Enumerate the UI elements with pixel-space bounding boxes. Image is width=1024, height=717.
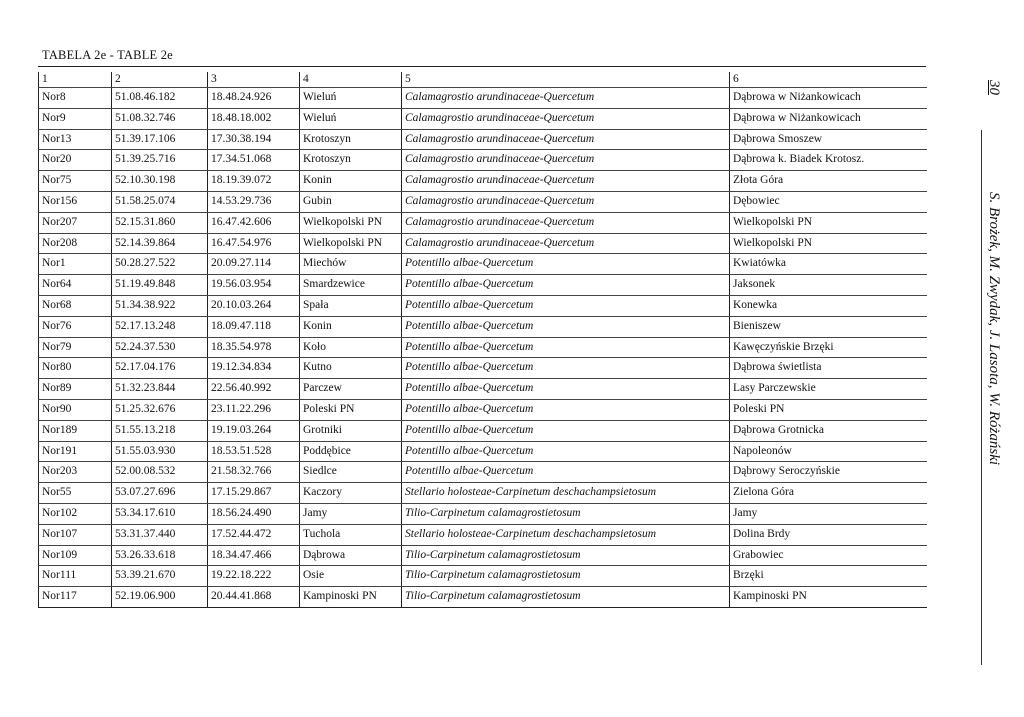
longitude-cell: 21.58.32.766 bbox=[208, 462, 300, 483]
plot-id-cell: Nor64 bbox=[39, 275, 112, 296]
table-caption: TABELA 2e - TABLE 2e bbox=[42, 48, 173, 62]
column-header: 6 bbox=[730, 72, 927, 88]
location-cell: Dąbrowa w Niżankowicach bbox=[730, 108, 927, 129]
column-header: 3 bbox=[208, 72, 300, 88]
association-cell: Potentillo albae-Quercetum bbox=[402, 399, 730, 420]
latitude-cell: 51.55.03.930 bbox=[112, 441, 208, 462]
location-cell: Złota Góra bbox=[730, 171, 927, 192]
longitude-cell: 20.09.27.114 bbox=[208, 254, 300, 275]
plot-id-cell: Nor107 bbox=[39, 524, 112, 545]
location-cell: Konewka bbox=[730, 295, 927, 316]
association-cell: Potentillo albae-Quercetum bbox=[402, 254, 730, 275]
table-row bbox=[39, 212, 927, 233]
location-cell: Jamy bbox=[730, 503, 927, 524]
association-cell: Calamagrostio arundinaceae-Quercetum bbox=[402, 150, 730, 171]
latitude-cell: 52.15.31.860 bbox=[112, 212, 208, 233]
district-cell: Jamy bbox=[300, 503, 402, 524]
column-header: 4 bbox=[300, 72, 402, 88]
association-cell: Stellario holosteae-Carpinetum deschachampsietosum bbox=[402, 524, 730, 545]
plot-id-cell: Nor90 bbox=[39, 399, 112, 420]
district-cell: Krotoszyn bbox=[300, 150, 402, 171]
plot-id-cell: Nor208 bbox=[39, 233, 112, 254]
district-cell: Tuchola bbox=[300, 524, 402, 545]
latitude-cell: 51.58.25.074 bbox=[112, 191, 208, 212]
district-cell: Kaczory bbox=[300, 483, 402, 504]
location-cell: Dąbrowa k. Biadek Krotosz. bbox=[730, 150, 927, 171]
latitude-cell: 53.31.37.440 bbox=[112, 524, 208, 545]
association-cell: Tilio-Carpinetum calamagrostietosum bbox=[402, 587, 730, 608]
latitude-cell: 51.55.13.218 bbox=[112, 420, 208, 441]
table-row bbox=[39, 441, 927, 462]
longitude-cell: 18.48.24.926 bbox=[208, 88, 300, 109]
location-cell: Bieniszew bbox=[730, 316, 927, 337]
plot-id-cell: Nor76 bbox=[39, 316, 112, 337]
district-cell: Wieluń bbox=[300, 108, 402, 129]
table-row bbox=[39, 462, 927, 483]
location-cell: Kampinoski PN bbox=[730, 587, 927, 608]
latitude-cell: 51.25.32.676 bbox=[112, 399, 208, 420]
location-cell: Lasy Parczewskie bbox=[730, 379, 927, 400]
column-header-row bbox=[39, 72, 927, 88]
table-row bbox=[39, 587, 927, 608]
plot-id-cell: Nor111 bbox=[39, 566, 112, 587]
location-cell: Dębowiec bbox=[730, 191, 927, 212]
association-cell: Calamagrostio arundinaceae-Quercetum bbox=[402, 191, 730, 212]
plot-id-cell: Nor207 bbox=[39, 212, 112, 233]
location-cell: Zielona Góra bbox=[730, 483, 927, 504]
plot-id-cell: Nor75 bbox=[39, 171, 112, 192]
plot-id-cell: Nor203 bbox=[39, 462, 112, 483]
association-cell: Calamagrostio arundinaceae-Quercetum bbox=[402, 108, 730, 129]
latitude-cell: 51.08.32.746 bbox=[112, 108, 208, 129]
association-cell: Potentillo albae-Quercetum bbox=[402, 379, 730, 400]
location-cell: Kwiatówka bbox=[730, 254, 927, 275]
latitude-cell: 52.10.30.198 bbox=[112, 171, 208, 192]
latitude-cell: 52.00.08.532 bbox=[112, 462, 208, 483]
association-cell: Potentillo albae-Quercetum bbox=[402, 462, 730, 483]
longitude-cell: 22.56.40.992 bbox=[208, 379, 300, 400]
table-row bbox=[39, 108, 927, 129]
latitude-cell: 51.39.25.716 bbox=[112, 150, 208, 171]
table-row bbox=[39, 275, 927, 296]
plot-id-cell: Nor20 bbox=[39, 150, 112, 171]
latitude-cell: 52.17.04.176 bbox=[112, 358, 208, 379]
district-cell: Wielkopolski PN bbox=[300, 212, 402, 233]
column-header: 2 bbox=[112, 72, 208, 88]
district-cell: Miechów bbox=[300, 254, 402, 275]
longitude-cell: 23.11.22.296 bbox=[208, 399, 300, 420]
association-cell: Potentillo albae-Quercetum bbox=[402, 275, 730, 296]
association-cell: Calamagrostio arundinaceae-Quercetum bbox=[402, 171, 730, 192]
district-cell: Wielkopolski PN bbox=[300, 233, 402, 254]
table-row bbox=[39, 316, 927, 337]
association-cell: Tilio-Carpinetum calamagrostietosum bbox=[402, 503, 730, 524]
district-cell: Konin bbox=[300, 171, 402, 192]
district-cell: Poddębice bbox=[300, 441, 402, 462]
association-cell: Calamagrostio arundinaceae-Quercetum bbox=[402, 129, 730, 150]
table-row bbox=[39, 483, 927, 504]
plot-id-cell: Nor117 bbox=[39, 587, 112, 608]
location-cell: Dąbrowa Smoszew bbox=[730, 129, 927, 150]
association-cell: Potentillo albae-Quercetum bbox=[402, 316, 730, 337]
longitude-cell: 18.34.47.466 bbox=[208, 545, 300, 566]
location-cell: Wielkopolski PN bbox=[730, 233, 927, 254]
authors-line: S. Brożek, M. Zwydak, J. Lasota, W. Różański bbox=[986, 192, 1002, 466]
plot-id-cell: Nor191 bbox=[39, 441, 112, 462]
column-header: 5 bbox=[402, 72, 730, 88]
association-cell: Potentillo albae-Quercetum bbox=[402, 420, 730, 441]
latitude-cell: 53.34.17.610 bbox=[112, 503, 208, 524]
association-cell: Calamagrostio arundinaceae-Quercetum bbox=[402, 88, 730, 109]
location-cell: Dąbrowa w Niżankowicach bbox=[730, 88, 927, 109]
district-cell: Koło bbox=[300, 337, 402, 358]
longitude-cell: 20.44.41.868 bbox=[208, 587, 300, 608]
latitude-cell: 50.28.27.522 bbox=[112, 254, 208, 275]
longitude-cell: 18.48.18.002 bbox=[208, 108, 300, 129]
plot-id-cell: Nor13 bbox=[39, 129, 112, 150]
plot-id-cell: Nor1 bbox=[39, 254, 112, 275]
table-row bbox=[39, 150, 927, 171]
location-cell: Brzęki bbox=[730, 566, 927, 587]
district-cell: Parczew bbox=[300, 379, 402, 400]
header-rule bbox=[38, 66, 926, 67]
longitude-cell: 17.30.38.194 bbox=[208, 129, 300, 150]
association-cell: Tilio-Carpinetum calamagrostietosum bbox=[402, 545, 730, 566]
latitude-cell: 53.26.33.618 bbox=[112, 545, 208, 566]
latitude-cell: 51.32.23.844 bbox=[112, 379, 208, 400]
location-cell: Napoleonów bbox=[730, 441, 927, 462]
district-cell: Kutno bbox=[300, 358, 402, 379]
longitude-cell: 19.22.18.222 bbox=[208, 566, 300, 587]
location-cell: Kawęczyńskie Brzęki bbox=[730, 337, 927, 358]
plot-id-cell: Nor189 bbox=[39, 420, 112, 441]
latitude-cell: 51.34.38.922 bbox=[112, 295, 208, 316]
longitude-cell: 17.52.44.472 bbox=[208, 524, 300, 545]
table-row bbox=[39, 524, 927, 545]
running-header bbox=[985, 80, 1002, 466]
table-row bbox=[39, 233, 927, 254]
table-row bbox=[39, 129, 927, 150]
latitude-cell: 52.19.06.900 bbox=[112, 587, 208, 608]
plot-id-cell: Nor55 bbox=[39, 483, 112, 504]
longitude-cell: 20.10.03.264 bbox=[208, 295, 300, 316]
longitude-cell: 18.09.47.118 bbox=[208, 316, 300, 337]
table-row bbox=[39, 254, 927, 275]
district-cell: Kampinoski PN bbox=[300, 587, 402, 608]
association-cell: Calamagrostio arundinaceae-Quercetum bbox=[402, 212, 730, 233]
table-row bbox=[39, 379, 927, 400]
association-cell: Potentillo albae-Quercetum bbox=[402, 295, 730, 316]
plot-id-cell: Nor8 bbox=[39, 88, 112, 109]
table-row bbox=[39, 503, 927, 524]
latitude-cell: 51.19.49.848 bbox=[112, 275, 208, 296]
longitude-cell: 18.53.51.528 bbox=[208, 441, 300, 462]
location-cell: Jaksonek bbox=[730, 275, 927, 296]
plot-id-cell: Nor89 bbox=[39, 379, 112, 400]
table-row bbox=[39, 545, 927, 566]
district-cell: Spała bbox=[300, 295, 402, 316]
location-cell: Dąbrowa Grotnicka bbox=[730, 420, 927, 441]
latitude-cell: 52.14.39.864 bbox=[112, 233, 208, 254]
longitude-cell: 18.35.54.978 bbox=[208, 337, 300, 358]
district-cell: Dąbrowa bbox=[300, 545, 402, 566]
longitude-cell: 18.19.39.072 bbox=[208, 171, 300, 192]
plot-id-cell: Nor79 bbox=[39, 337, 112, 358]
plot-id-cell: Nor9 bbox=[39, 108, 112, 129]
location-cell: Wielkopolski PN bbox=[730, 212, 927, 233]
table-body bbox=[39, 72, 927, 607]
district-cell: Konin bbox=[300, 316, 402, 337]
association-cell: Potentillo albae-Quercetum bbox=[402, 358, 730, 379]
plot-id-cell: Nor102 bbox=[39, 503, 112, 524]
table-row bbox=[39, 337, 927, 358]
longitude-cell: 16.47.42.606 bbox=[208, 212, 300, 233]
plot-id-cell: Nor80 bbox=[39, 358, 112, 379]
association-cell: Potentillo albae-Quercetum bbox=[402, 441, 730, 462]
location-cell: Dąbrowa świetlista bbox=[730, 358, 927, 379]
longitude-cell: 14.53.29.736 bbox=[208, 191, 300, 212]
longitude-cell: 19.12.34.834 bbox=[208, 358, 300, 379]
longitude-cell: 18.56.24.490 bbox=[208, 503, 300, 524]
table-row bbox=[39, 420, 927, 441]
latitude-cell: 51.39.17.106 bbox=[112, 129, 208, 150]
table-row bbox=[39, 191, 927, 212]
data-table bbox=[38, 72, 927, 608]
longitude-cell: 17.34.51.068 bbox=[208, 150, 300, 171]
district-cell: Krotoszyn bbox=[300, 129, 402, 150]
latitude-cell: 52.17.13.248 bbox=[112, 316, 208, 337]
latitude-cell: 53.07.27.696 bbox=[112, 483, 208, 504]
district-cell: Smardzewice bbox=[300, 275, 402, 296]
table-row bbox=[39, 171, 927, 192]
plot-id-cell: Nor68 bbox=[39, 295, 112, 316]
association-cell: Potentillo albae-Quercetum bbox=[402, 337, 730, 358]
longitude-cell: 16.47.54.976 bbox=[208, 233, 300, 254]
district-cell: Poleski PN bbox=[300, 399, 402, 420]
page-number: 30 bbox=[986, 80, 1002, 95]
plot-id-cell: Nor109 bbox=[39, 545, 112, 566]
association-cell: Tilio-Carpinetum calamagrostietosum bbox=[402, 566, 730, 587]
table-row bbox=[39, 295, 927, 316]
district-cell: Gubin bbox=[300, 191, 402, 212]
table-row bbox=[39, 88, 927, 109]
location-cell: Grabowiec bbox=[730, 545, 927, 566]
longitude-cell: 17.15.29.867 bbox=[208, 483, 300, 504]
district-cell: Siedlce bbox=[300, 462, 402, 483]
plot-id-cell: Nor156 bbox=[39, 191, 112, 212]
latitude-cell: 53.39.21.670 bbox=[112, 566, 208, 587]
table-row bbox=[39, 399, 927, 420]
district-cell: Osie bbox=[300, 566, 402, 587]
longitude-cell: 19.19.03.264 bbox=[208, 420, 300, 441]
latitude-cell: 52.24.37.530 bbox=[112, 337, 208, 358]
association-cell: Calamagrostio arundinaceae-Quercetum bbox=[402, 233, 730, 254]
table-row bbox=[39, 566, 927, 587]
location-cell: Poleski PN bbox=[730, 399, 927, 420]
longitude-cell: 19.56.03.954 bbox=[208, 275, 300, 296]
district-cell: Wieluń bbox=[300, 88, 402, 109]
column-header: 1 bbox=[39, 72, 112, 88]
latitude-cell: 51.08.46.182 bbox=[112, 88, 208, 109]
margin-rule bbox=[981, 130, 982, 665]
location-cell: Dolina Brdy bbox=[730, 524, 927, 545]
association-cell: Stellario holosteae-Carpinetum deschachampsietosum bbox=[402, 483, 730, 504]
location-cell: Dąbrowy Seroczyńskie bbox=[730, 462, 927, 483]
table-row bbox=[39, 358, 927, 379]
district-cell: Grotniki bbox=[300, 420, 402, 441]
